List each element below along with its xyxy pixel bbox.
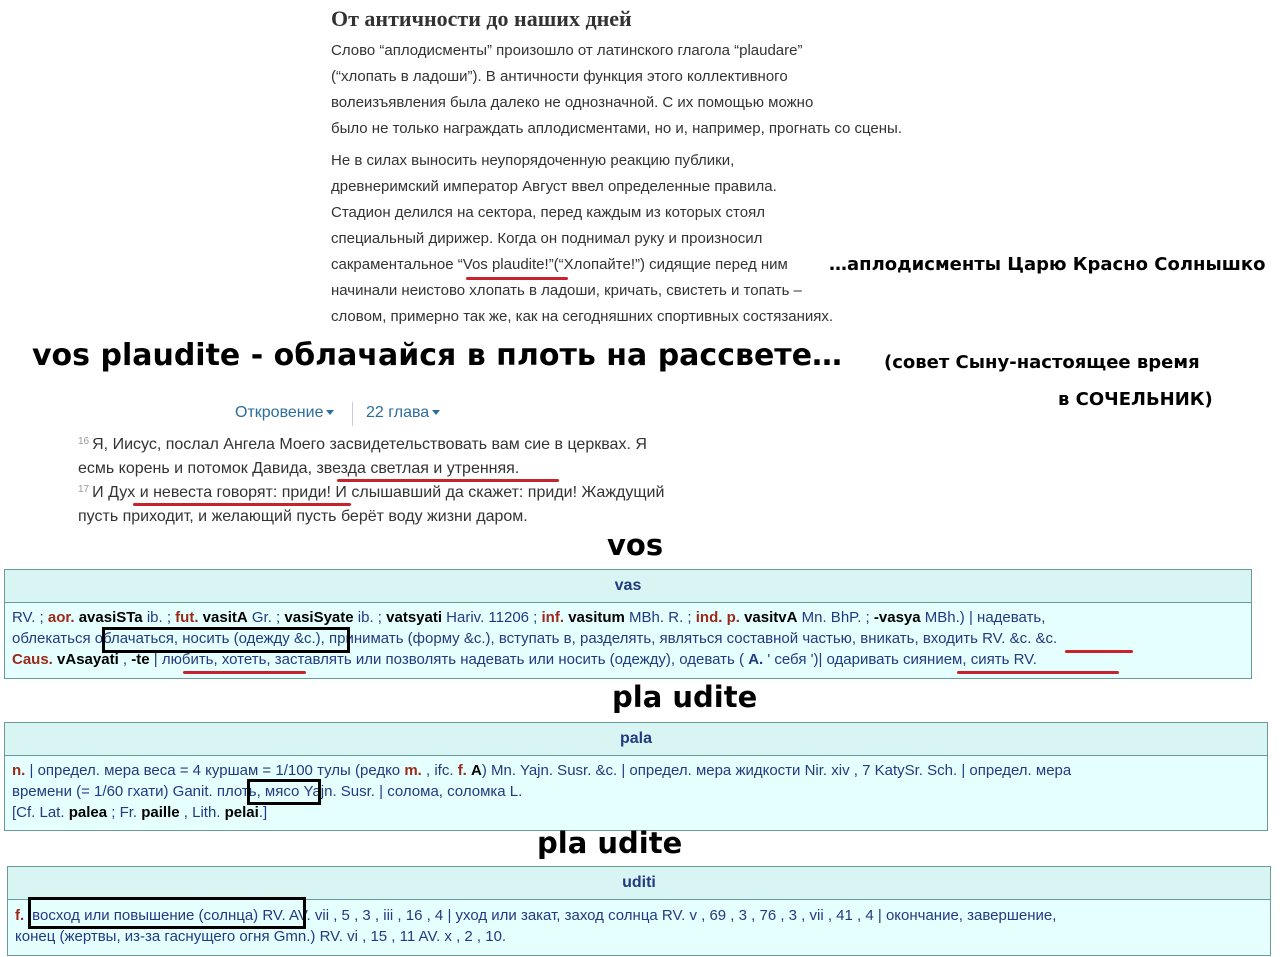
nav-divider [352, 402, 353, 426]
entry-line: n. | определ. мера веса = 4 куршам = 1/100 тулы (редко m. , ifc. f. A) Mn. Yajn. Susr. &c. | определ. мера жидкости Nir. xiv , 7 KatySr. Sch. | определ. мера [12, 762, 1072, 779]
entry-headword: uditi [8, 867, 1270, 900]
verse-17-line1 [78, 484, 664, 502]
book-label: Откровение [235, 404, 324, 421]
entry-line: [Cf. Lat. palea ; Fr. paille , Lith. pelai.] [12, 804, 268, 821]
main-heading: vos plaudite - облачайся в плоть на рассвете… [32, 338, 843, 373]
flesh-word: плоть, [216, 783, 261, 800]
article-line: (“хлопать в ладоши”). В античности функция этого коллективного [331, 68, 788, 85]
red-underline [957, 671, 1119, 674]
bestow-radiance-phrase: одаривать сиянием [826, 651, 963, 668]
entry-line: Caus. vAsayati , -te | любить, хотеть, заставлять или позволять надевать или носить (одежду), одевать ( A. ' себя ')| одаривать сиянием, сиять RV. [12, 651, 1037, 668]
verse-text: есмь корень и потомок Давида, [78, 460, 317, 477]
dictionary-entry-pala [4, 722, 1268, 831]
put-on-clothing-phrase: облачаться, носить (одежду [94, 630, 294, 647]
article-line: Стадион делился на сектора, перед каждым из которых стоял [331, 204, 765, 221]
vos-plaudite-phrase: Vos plaudite! [462, 256, 549, 273]
chapter-label: 22 глава [366, 404, 430, 421]
love-want-phrase: любить, хотеть [161, 651, 267, 668]
verse-text: . [514, 460, 520, 477]
article-line: волеизъявления была далеко не однозначной. С их помощью можно [331, 94, 814, 111]
morning-star-phrase: звезда светлая и утренняя [316, 460, 515, 477]
verse-16-line2 [78, 460, 519, 478]
highlight-box [102, 627, 350, 653]
article-line: было не только награждать аплодисментами, но и, например, прогнать со сцены. [331, 120, 903, 137]
article-line-vos-plaudite [331, 256, 788, 273]
book-dropdown[interactable] [235, 404, 334, 422]
entry-line: RV. ; aor. avasiSTa ib. ; fut. vasitA Gr. ; vasiSyate ib. ; vatsyati Hariv. 11206 ; inf. vasitum MBh. R. ; ind. p. vasitvA Mn. BhP. ; -vasya MBh.) | надевать, [12, 609, 1046, 626]
applause-annotation: …аплодисменты Царю Красно Солнышко [829, 254, 1266, 275]
main-note-line1: (совет Сыну-настоящее время [884, 352, 1200, 373]
line-text: сакраментальное “ [331, 256, 463, 273]
section-heading-pala: pla udite [612, 680, 758, 714]
caret-down-icon [432, 410, 440, 415]
verse-number: 17 [78, 484, 90, 495]
article-line: Не в силах выносить неупорядоченную реакцию публики, [331, 152, 735, 169]
sunrise-phrase: восход или повышение (солнца) [32, 907, 259, 924]
entry-line: конец (жертвы, из-за гаснущего огня Gmn.) RV. vi , 15 , 11 AV. x , 2 , 10. [15, 928, 507, 945]
red-underline [466, 277, 568, 280]
article-line: Слово “аплодисменты” произошло от латинского глагола “plaudare” [331, 42, 803, 59]
red-underline [337, 479, 559, 482]
chapter-dropdown[interactable] [366, 404, 440, 422]
highlight-box [247, 779, 321, 805]
article-line: словом, примерно так же, как на сегодняшних спортивных состязаниях. [331, 308, 834, 325]
red-underline [1065, 650, 1133, 653]
article-title: От античности до наших дней [331, 6, 632, 31]
article-line: специальный дирижер. Когда он поднимал руку и произносил [331, 230, 763, 247]
entry-line: облекаться облачаться, носить (одежду &c.), принимать (форму &c.), вступать в, разделять, являться составной частью, вникать, входить RV. &c. &c. [12, 630, 1058, 647]
entry-line: времени (= 1/60 гхати) Ganit. плоть, мясо Yajn. Susr. | солома, соломка L. [12, 783, 523, 800]
caret-down-icon [326, 410, 334, 415]
main-note-line2: в СОЧЕЛЬНИК) [1058, 389, 1213, 410]
verse-number: 16 [78, 436, 90, 447]
entry-headword: pala [5, 723, 1267, 756]
entry-line: f. восход или повышение (солнца) RV. AV. vii , 5 , 3 , iii , 16 , 4 | уход или закат, заход солнца RV. v , 69 , 3 , 76 , 3 , vii , 41 , 4 | окончание, завершение, [15, 907, 1057, 924]
line-text: ”(“Хлопайте!”) сидящие перед ним [548, 256, 788, 273]
article-line: древнеримский император Август ввел определенные правила. [331, 178, 777, 195]
highlight-box [28, 897, 306, 929]
verse-16-line1 [78, 436, 647, 454]
verse-text: И [92, 484, 109, 501]
verse-text: ! И слышавший да скажет: приди! Жаждущий [326, 484, 665, 501]
dictionary-entry-vas [4, 569, 1252, 679]
section-heading-vos: vos [607, 528, 664, 562]
entry-headword: vas [5, 570, 1251, 603]
section-heading-uditi: pla udite [537, 826, 683, 860]
verse-text: Я, Иисус, послал Ангела Моего засвидетельствовать вам сие в церквах. Я [92, 436, 647, 453]
red-underline [183, 671, 306, 674]
spirit-bride-phrase: Дух и невеста говорят: приди [108, 484, 327, 501]
enter-phrase: входить [922, 630, 978, 647]
red-underline [133, 503, 351, 506]
verse-17-line2: пусть приходит, и желающий пусть берёт воду жизни даром. [78, 508, 528, 525]
article-line: начинали неистово хлопать в ладоши, кричать, свистеть и топать – [331, 282, 802, 299]
